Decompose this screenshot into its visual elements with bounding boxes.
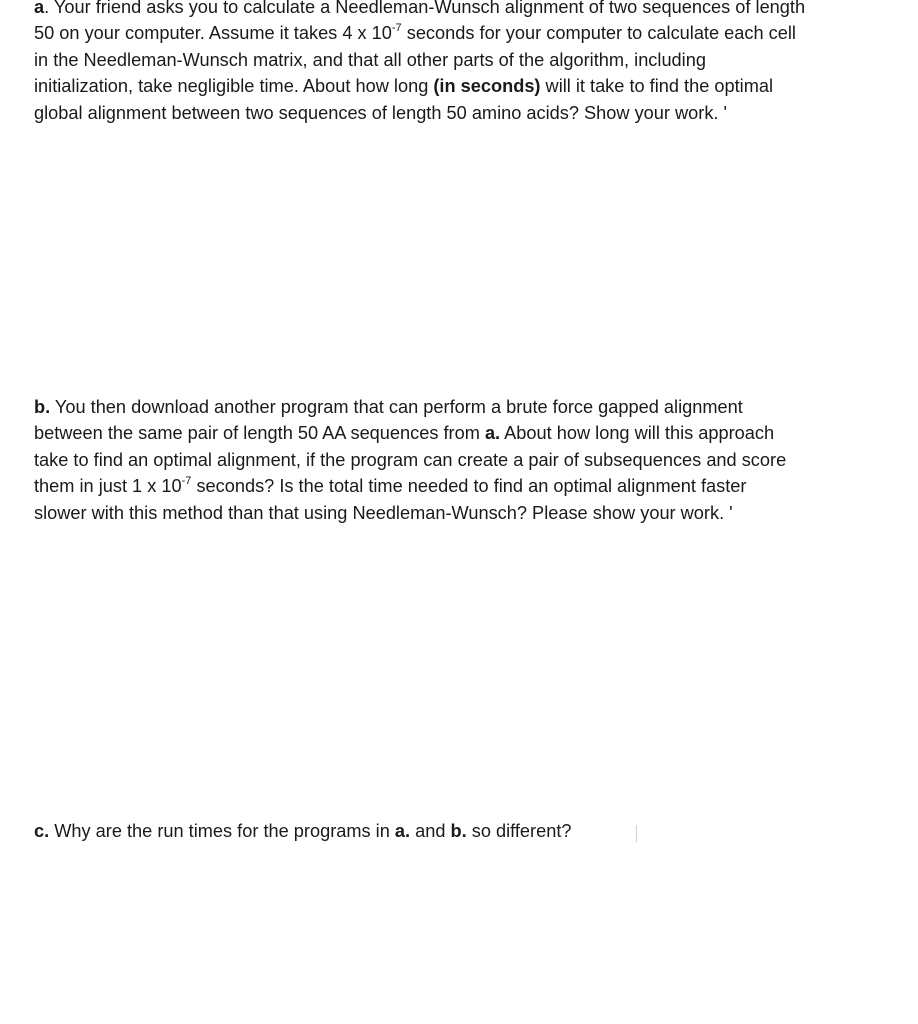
- question-a-line-2: 50 on your computer. Assume it takes 4 x $10^{-7}$ seconds for your computer to calculate each cell: [34, 22, 796, 44]
- question-a-line-3: in the Needleman-Wunsch matrix, and that all other parts of the algorithm, including: [34, 49, 706, 70]
- question-c-letter: c.: [34, 821, 50, 841]
- question-a-line-5: global alignment between two sequences of length 50 amino acids? Show your work. ': [34, 102, 727, 123]
- question-a-letter: a: [34, 0, 45, 17]
- question-b-line-5: slower with this method than that using Needleman-Wunsch? Please show your work. ': [34, 502, 733, 523]
- reference-b: b.: [450, 821, 467, 841]
- question-b-line-4: them in just 1 x $10^{-7}$ seconds? Is the total time needed to find an optimal alignment faster: [34, 475, 747, 497]
- exponent: -7: [181, 475, 192, 488]
- question-a: [34, 0, 874, 126]
- question-a-line-4: initialization, take negligible time. About how long (in seconds) will it take to find the optimal: [34, 76, 774, 97]
- exponent: -7: [391, 22, 402, 35]
- question-b-letter: b.: [34, 397, 51, 417]
- question-b: [34, 394, 874, 526]
- reference-a: a.: [484, 423, 501, 444]
- emphasis-in-seconds: (in seconds): [433, 76, 541, 97]
- question-b-line-1: b. You then download another program that can perform a brute force gapped alignment: [34, 397, 743, 417]
- question-c: [34, 818, 874, 844]
- question-b-line-2: between the same pair of length 50 AA sequences from a. About how long will this approach: [34, 423, 775, 444]
- text-cursor: [636, 825, 637, 842]
- reference-a: a.: [394, 821, 411, 841]
- question-c-line-1: c. Why are the run times for the programs in a. and b. so different?: [34, 821, 572, 841]
- question-b-line-3: take to find an optimal alignment, if the program can create a pair of subsequences and score: [34, 449, 787, 470]
- question-a-line-1: a. Your friend asks you to calculate a Needleman-Wunsch alignment of two sequences of length: [34, 0, 874, 20]
